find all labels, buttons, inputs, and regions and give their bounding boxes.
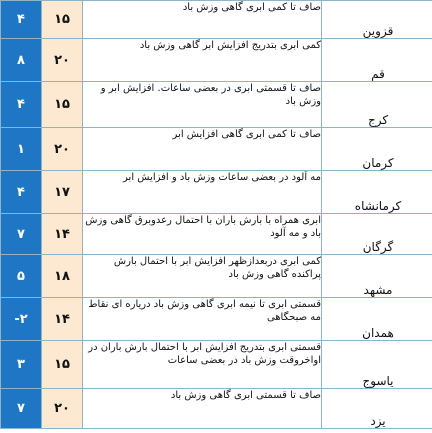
table-row	[1, 255, 432, 298]
min-temp-cell: ۳	[1, 341, 42, 389]
city-name-cell: کرمانشاه	[322, 171, 432, 214]
min-temp-cell: ۴	[1, 1, 42, 39]
weather-description-cell: صاف تا کمی ابری گاهی افزایش ابر	[83, 128, 322, 171]
weather-description-cell: کمی ابری دربعدازظهر افزایش ابر با احتمال بارش پراکنده گاهی وزش باد	[83, 255, 322, 298]
max-temp-cell: ۲۰	[42, 39, 83, 82]
city-name-cell: یاسوج	[322, 341, 432, 389]
min-temp-cell: ۱	[1, 128, 42, 171]
table-row	[1, 82, 432, 128]
weather-description-cell: قسمتی ابری تا نیمه ابری گاهی وزش باد دریاره ای نقاط مه صبحگاهی	[83, 298, 322, 341]
min-temp-cell: ۷	[1, 389, 42, 429]
weather-description-cell: صاف تا قسمتی ابری در بعضی ساعات. افزایش ابر و وزش باد	[83, 82, 322, 128]
city-name-cell: قم	[322, 39, 432, 82]
city-name-cell: کرمان	[322, 128, 432, 171]
max-temp-cell: ۱۷	[42, 171, 83, 214]
city-name-cell: یزد	[322, 389, 432, 429]
max-temp-cell: ۲۰	[42, 128, 83, 171]
weather-description-cell: صاف تا کمی ابری گاهی وزش باد	[83, 1, 322, 39]
table-row	[1, 341, 432, 389]
max-temp-cell: ۱۵	[42, 82, 83, 128]
weather-description-cell: ابری همراه با بارش باران با احتمال رعدوبرق گاهی وزش باد و مه آلود	[83, 214, 322, 255]
max-temp-cell: ۱۴	[42, 298, 83, 341]
weather-description-cell: مه آلود در بعضی ساعات وزش باد و افزایش ابر	[83, 171, 322, 214]
table-row	[1, 171, 432, 214]
city-name-cell: همدان	[322, 298, 432, 341]
city-name-cell: کرج	[322, 82, 432, 128]
min-temp-cell: ۵	[1, 255, 42, 298]
weather-description-cell: صاف تا قسمتی ابری گاهی وزش باد	[83, 389, 322, 429]
table-row	[1, 389, 432, 429]
min-temp-cell: ۷	[1, 214, 42, 255]
weather-description-cell: کمی ابری بتدریج افزایش ابر گاهی وزش باد	[83, 39, 322, 82]
city-name-cell: قزوین	[322, 1, 432, 39]
max-temp-cell: ۱۸	[42, 255, 83, 298]
max-temp-cell: ۲۰	[42, 389, 83, 429]
table-row	[1, 128, 432, 171]
max-temp-cell: ۱۵	[42, 341, 83, 389]
min-temp-cell: -۲	[1, 298, 42, 341]
min-temp-cell: ۸	[1, 39, 42, 82]
city-name-cell: گرگان	[322, 214, 432, 255]
table-row	[1, 39, 432, 82]
city-name-cell: مشهد	[322, 255, 432, 298]
table-row	[1, 1, 432, 39]
max-temp-cell: ۱۵	[42, 1, 83, 39]
table-row	[1, 298, 432, 341]
min-temp-cell: ۴	[1, 171, 42, 214]
table-row	[1, 214, 432, 255]
weather-description-cell: قسمتی ابری بتدریج افزایش ابر با احتمال بارش باران در اواخروقت وزش باد در بعضی ساعات	[83, 341, 322, 389]
min-temp-cell: ۴	[1, 82, 42, 128]
max-temp-cell: ۱۴	[42, 214, 83, 255]
